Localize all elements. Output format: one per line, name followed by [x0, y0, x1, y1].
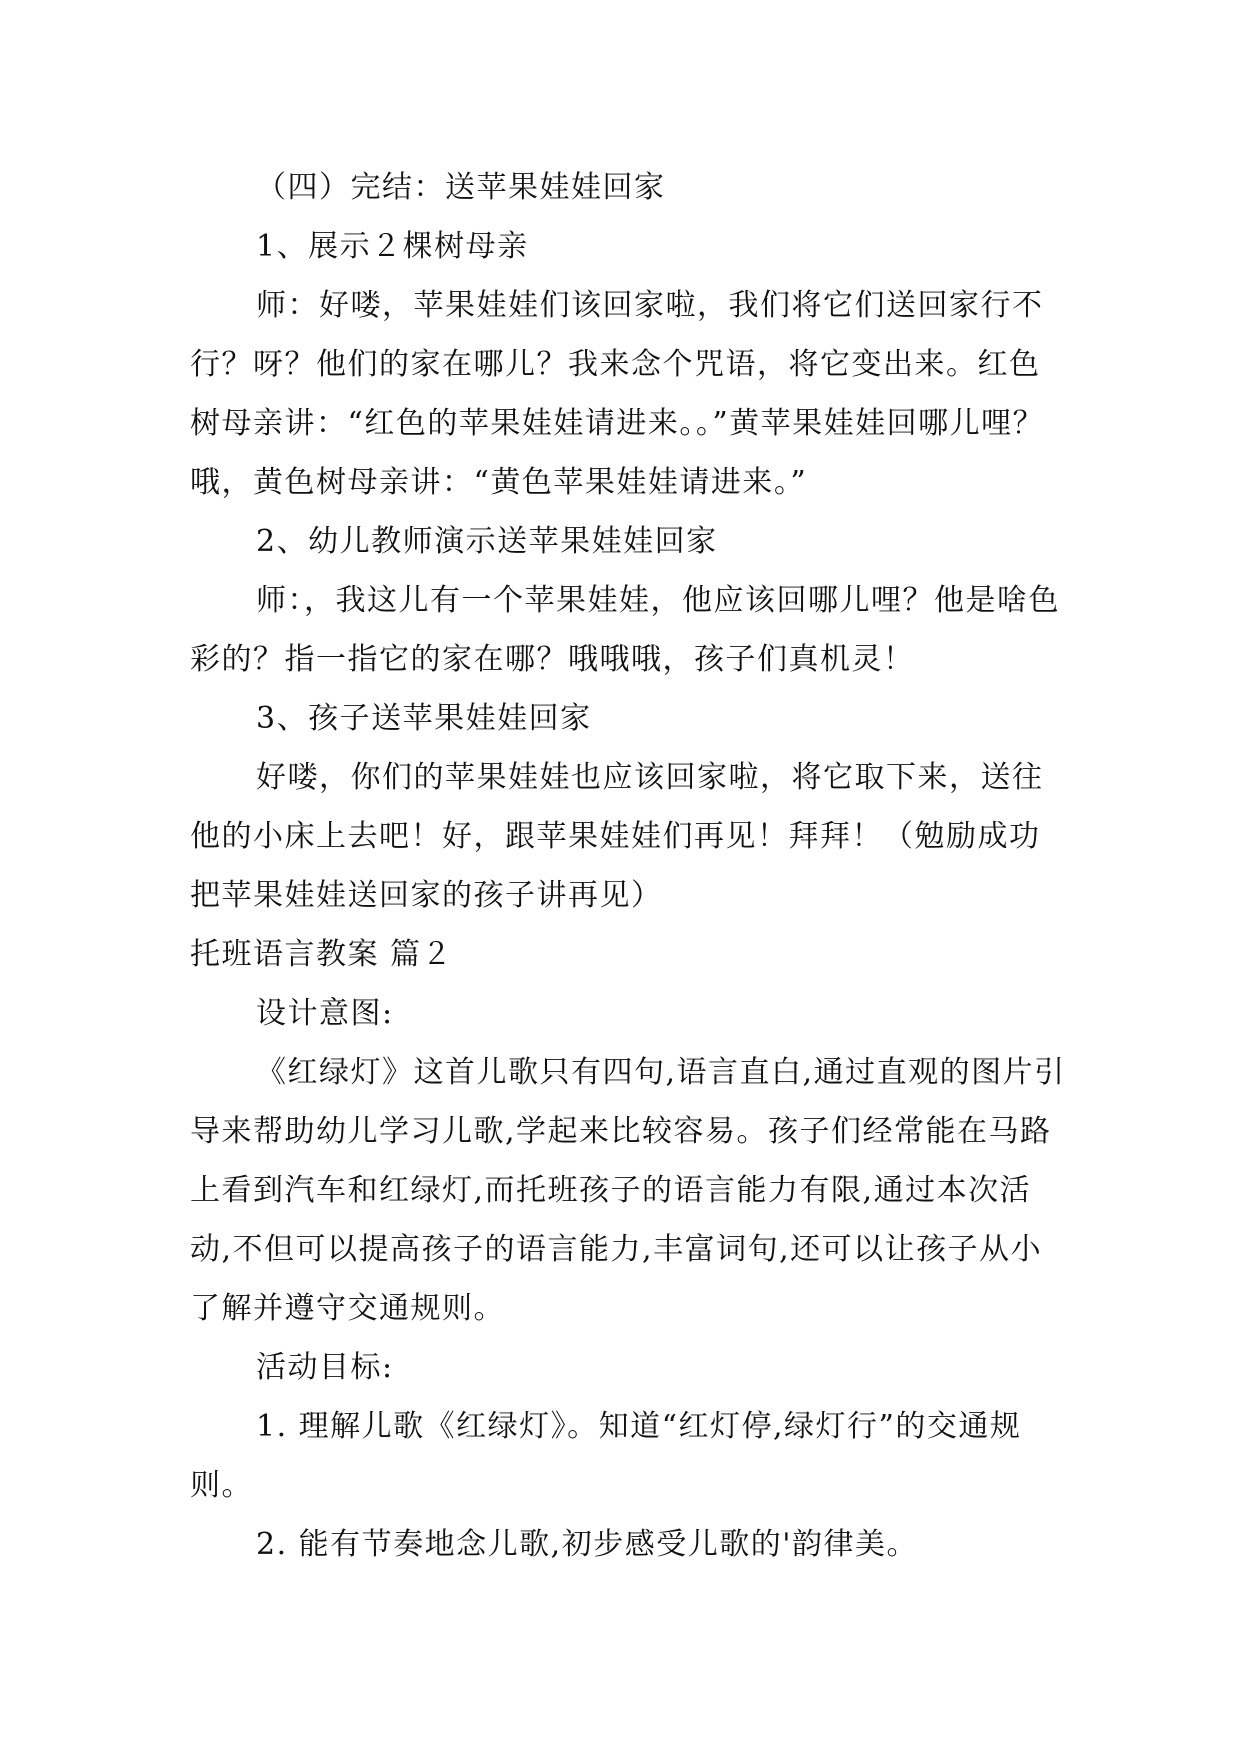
paragraph-closing: 好喽，你们的苹果娃娃也应该回家啦，将它取下来，送往他的小床上去吧！好，跟苹果娃娃们再见！拜拜！（勉励成功把苹果娃娃送回家的孩子讲再见）	[190, 760, 1044, 913]
step-heading-3: 3、孩子送苹果娃娃回家	[256, 701, 592, 736]
step-heading-1: 1、展示２棵树母亲	[256, 229, 529, 264]
activity-goal-2: 2. 能有节奏地念儿歌,初步感受儿歌的'韵律美。	[256, 1527, 918, 1562]
design-intent-heading: 设计意图:	[256, 996, 394, 1031]
paragraph-teacher-dialogue-2: 师：，我这儿有一个苹果娃娃，他应该回哪儿哩？他是啥色彩的？指一指它的家在哪？哦哦哦，孩子们真机灵！	[190, 583, 1060, 677]
design-intent-body: 《红绿灯》这首儿歌只有四句,语言直白,通过直观的图片引导来帮助幼儿学习儿歌,学起来比较容易。孩子们经常能在马路上看到汽车和红绿灯,而托班孩子的语言能力有限,通过本次活动,不但可以提高孩子的语言能力,丰富词句,还可以让孩子从小了解并遵守交通规则。	[190, 1055, 1066, 1326]
step-heading-2: 2、幼儿教师演示送苹果娃娃回家	[256, 524, 718, 559]
activity-goals-heading: 活动目标:	[256, 1350, 394, 1385]
document-body	[190, 158, 1070, 1574]
paragraph-teacher-dialogue-1: 师：好喽，苹果娃娃们该回家啦，我们将它们送回家行不行？呀？他们的家在哪儿？我来念个咒语，将它变出来。红色树母亲讲：“红色的苹果娃娃请进来。。”黄苹果娃娃回哪儿哩？哦，黄色树母亲讲：“黄色苹果娃娃请进来。”	[190, 288, 1045, 500]
lesson-plan-title: 托班语言教案 篇２	[190, 937, 454, 972]
activity-goal-1: 1. 理解儿歌《红绿灯》。知道“红灯停,绿灯行”的交通规则。	[190, 1409, 1022, 1503]
section-heading-finale: （四）完结：送苹果娃娃回家	[256, 170, 666, 205]
